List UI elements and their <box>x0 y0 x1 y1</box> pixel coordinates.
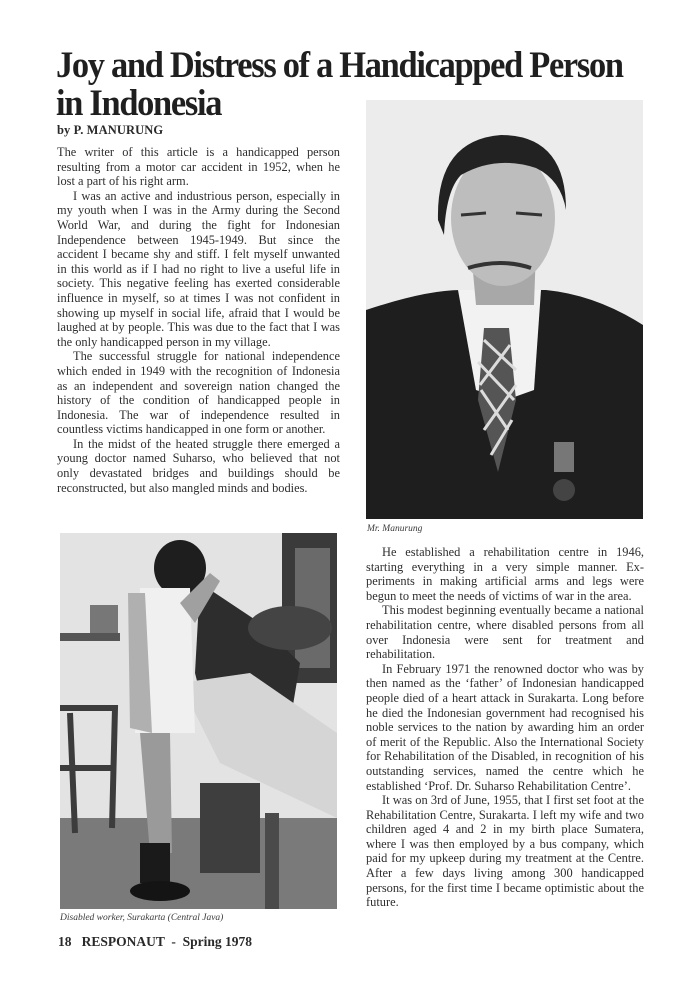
paragraph: In February 1971 the renowned doctor who was by then named as the ‘father’ of Indonesian handicapped people died of a heart attack in Surakarta. Long before he died the Indonesian government had recognised his noble services to the nation by awarding him an order of merit of the Republic. Also the International Society for Rehabilitation of the Disabled, in recognition of his outstanding services, named the centre which he established ‘Prof. Dr. Suharso Rehabilitation Centre’. <box>366 661 644 793</box>
issue-date: Spring 1978 <box>182 934 253 949</box>
paragraph: He established a rehabilitation centre in 1946, starting everything in a very simple manner. Experiments in making artificial arms and legs were begun to meet the needs of victims of war in the area. <box>366 545 644 603</box>
article-byline: by P. MANURUNG <box>57 123 164 137</box>
workshop-image-icon <box>60 533 337 909</box>
paragraph: It was on 3rd of June, 1955, that I first set foot at the Rehabilitation Centre, Surakarta. I left my wife and two children aged 4 and 2 in my birth place Sumatera, where I was then employed by a bus company, which paid for my upkeep during my treatment at the Centre. After a few days living among 300 handicapped persons, for the first time I became optimistic about the future. <box>366 793 644 910</box>
portrait-caption: Mr. Manurung <box>367 524 423 534</box>
article-title: Joy and Distress of a Handicapped Person in Indonesia <box>56 45 623 124</box>
workshop-photo <box>60 533 337 909</box>
paragraph: I was an active and industrious person, especially in my youth when I was in the Army during the Second World War, and during the fight for Indonesian Independence between 1945-1949. But since the accident I became shy and stiff. I felt myself unwanted in this world as if I had no right to live a useful life in society. This negative feeling has exerted considerable influence in myself, so at times I was not confident in showing up myself in social life, afraid that I would be laughed at by people. This was due to the fact that I was the only handicapped person in my village. <box>57 188 340 349</box>
paragraph: In the midst of the heated struggle there emerged a young doctor named Suharso, who believed that not only devastated bridges and buildings should be reconstructed, but also mangled minds and bodies. <box>57 436 340 495</box>
page-footer <box>58 934 252 950</box>
paragraph: The successful struggle for national independence which ended in 1949 with the recognition of Indonesia as an independent and sovereign nation changed the history of the condition of handicapped people in Indonesia. The war of independence resulted in countless victims handicapped in one form or another. <box>57 349 340 437</box>
workshop-caption: Disabled worker, Surakarta (Central Java) <box>60 913 224 923</box>
left-column <box>57 145 340 495</box>
page-number: 18 <box>58 934 72 949</box>
portrait-photo <box>366 100 643 519</box>
portrait-image-icon <box>366 100 643 519</box>
footer-separator: - <box>171 934 176 949</box>
publication-name: RESPONAUT <box>81 934 165 949</box>
paragraph: This modest beginning eventually became a national rehabilitation centre, where disabled persons from all over Indonesia were sent for treatment and rehabilitation. <box>366 603 644 662</box>
paragraph-intro: The writer of this article is a handicapped person resulting from a motor car accident in 1952, when he lost a part of his right arm. <box>57 145 340 189</box>
right-column <box>366 545 644 910</box>
